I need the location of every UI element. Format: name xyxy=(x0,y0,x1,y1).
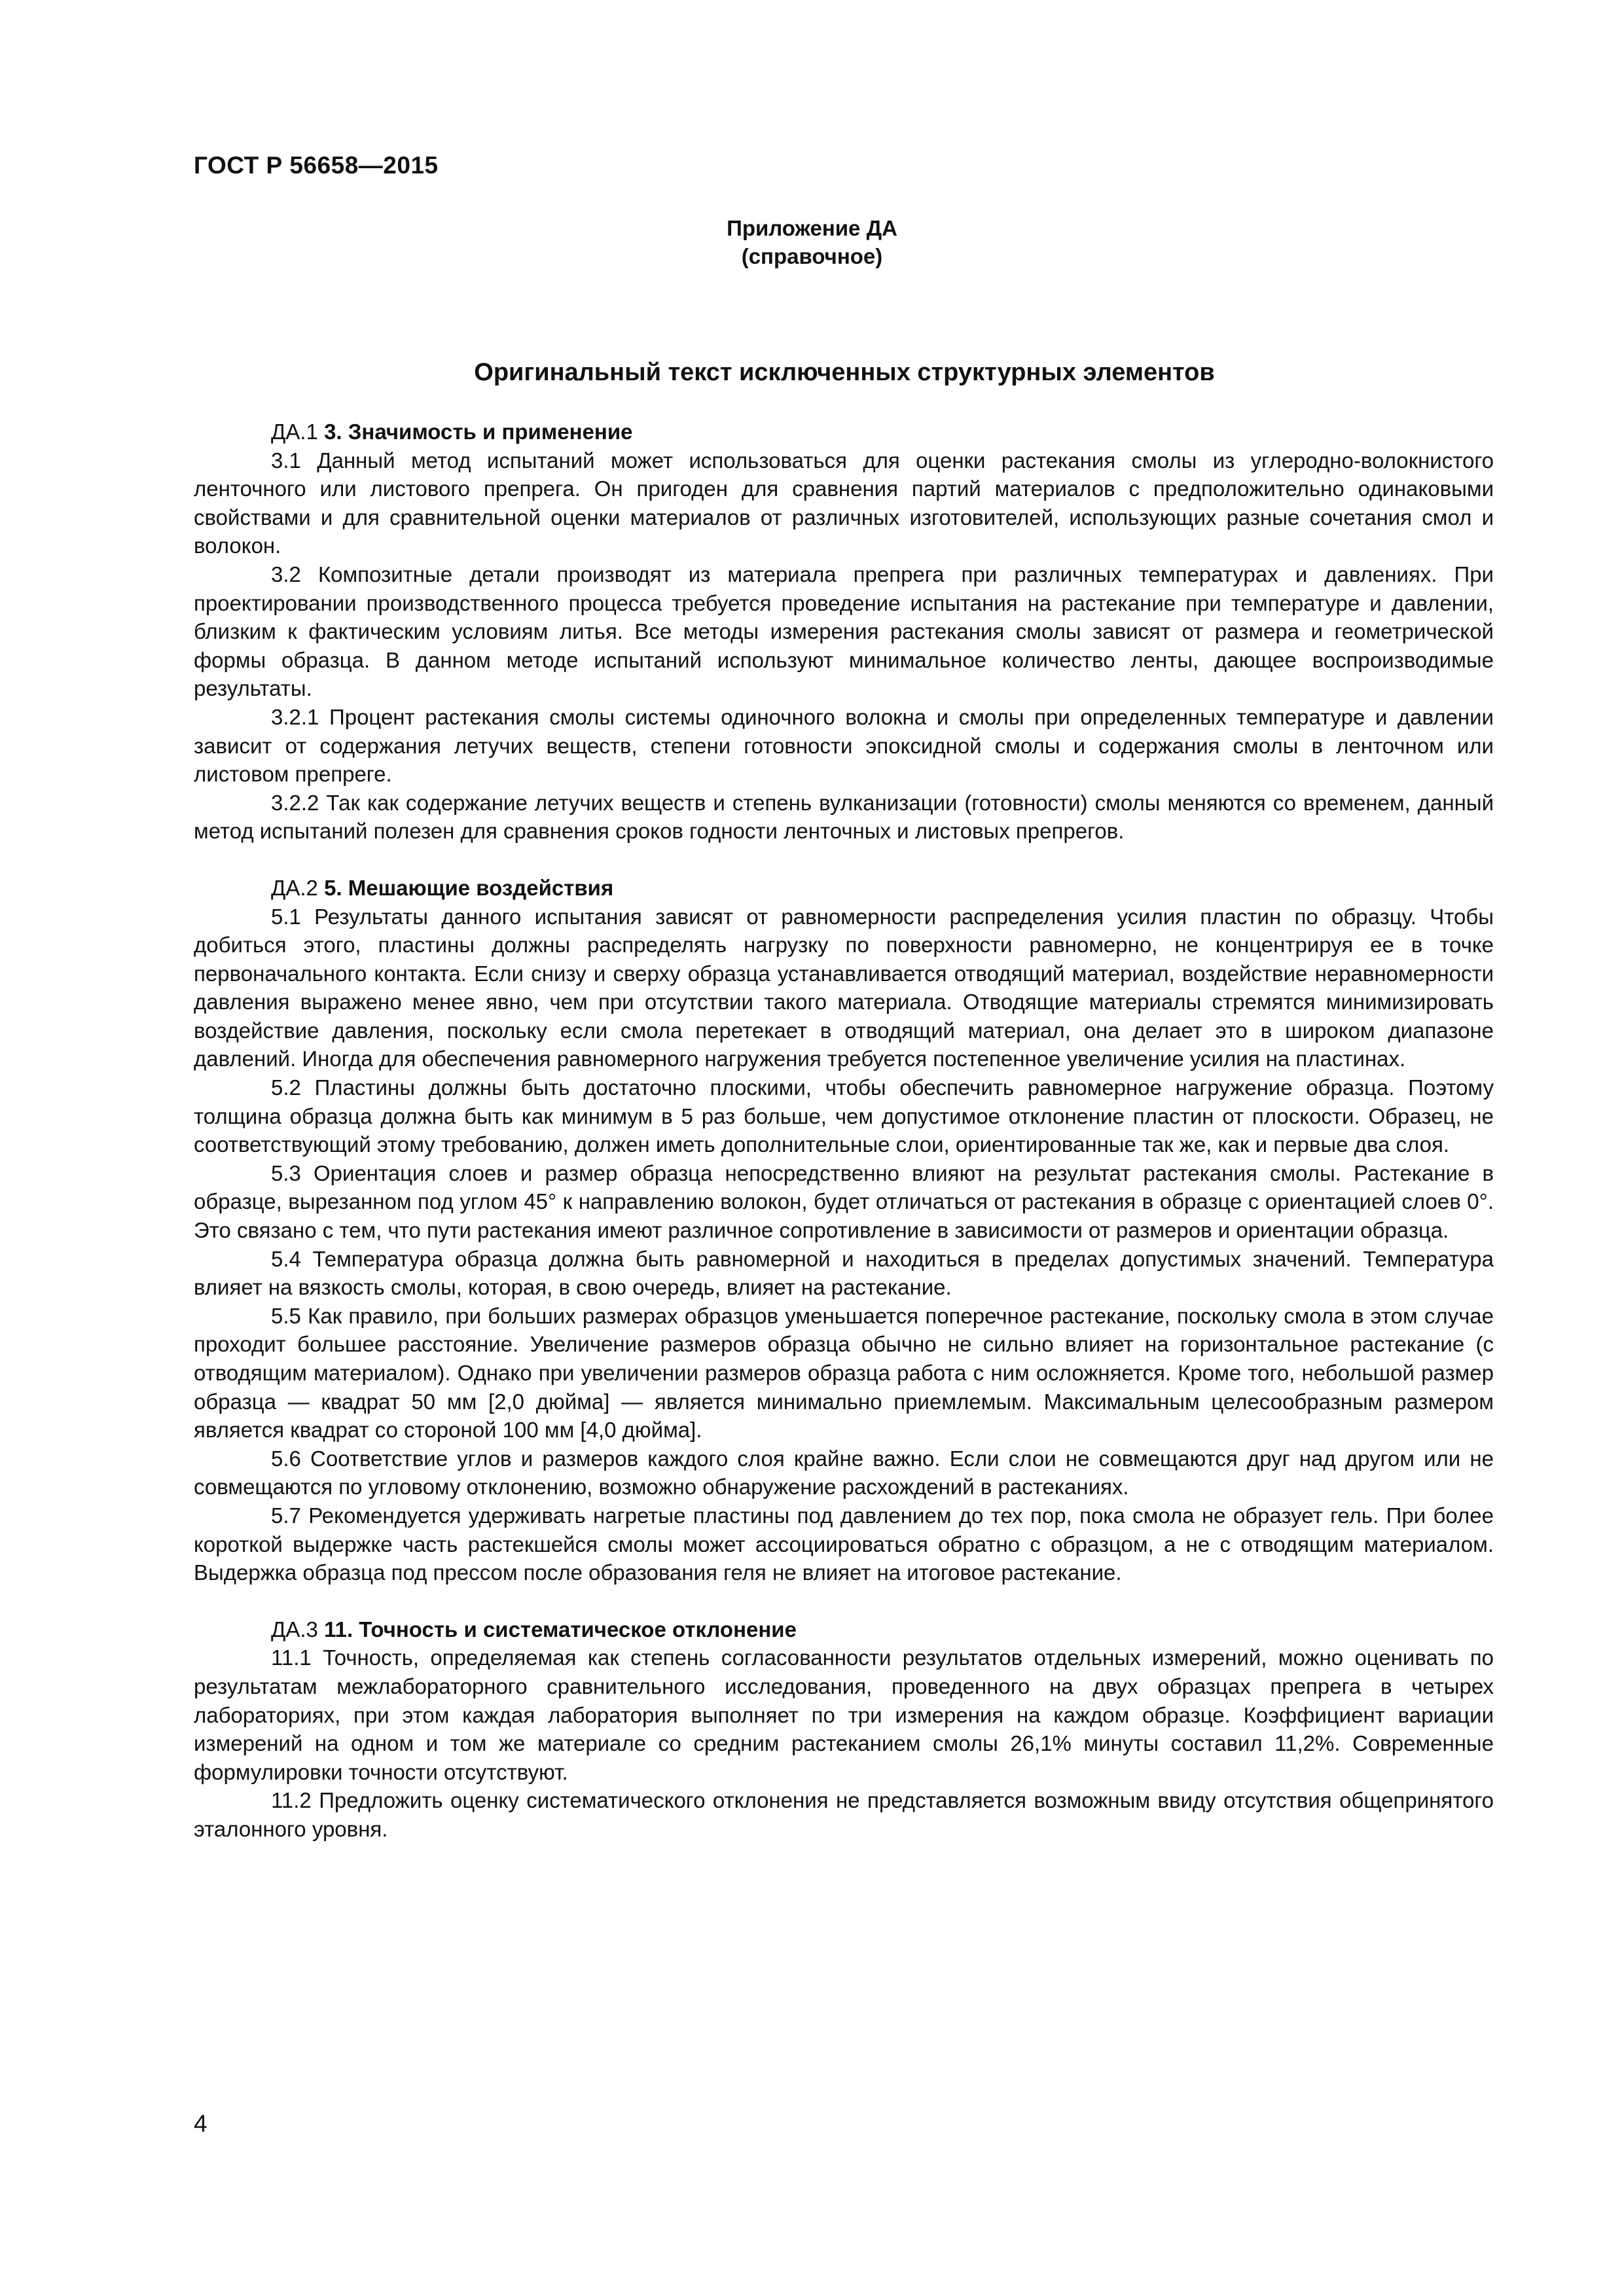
annex-body xyxy=(194,418,1494,1844)
paragraph: 3.1 Данный метод испытаний может использоваться для оценки растекания смолы из углеродно-волокнистого ленточного или листового препрега. Он пригоден для сравнения партий материалов с предположительно одинаковыми свойствами и для сравнительной оценки материалов от различных изготовителей, использующих разные сочетания смол и волокон. xyxy=(194,448,1494,558)
section-gap xyxy=(194,1587,1494,1615)
paragraph: 3.2 Композитные детали производят из материала препрега при различных температурах и давлениях. При проектировании производственного процесса требуется проведение испытания на растекание при температуре и давлении, близким к фактическим условиям литья. Все методы измерения растекания смолы зависят от размера и геометрической формы образца. В данном методе испытаний используют минимальное количество ленты, дающее воспроизводимые результаты. xyxy=(194,562,1494,701)
paragraph: 3.2.1 Процент растекания смолы системы одиночного волокна и смолы при определенных температуре и давлении зависит от содержания летучих веществ, степени готовности эпоксидной смолы и содержания смолы в ленточном или листовом препреге. xyxy=(194,704,1494,787)
paragraph: 5.5 Как правило, при больших размерах образцов уменьшается поперечное растекание, поскольку смола в этом случае проходит большее расстояние. Увеличение размеров образца обычно не сильно влияет на горизонтальное растекание (с отводящим материалом). Однако при увеличении размеров образца работа с ним осложняется. Кроме того, небольшой размер образца — квадрат 50 мм [2,0 дюйма] — является минимально приемлемым. Максимальным целесообразным размером является квадрат со стороной 100 мм [4,0 дюйма]. xyxy=(194,1303,1494,1443)
paragraph: 5.2 Пластины должны быть достаточно плоскими, чтобы обеспечить равномерное нагружение образца. Поэтому толщина образца должна быть как минимум в 5 раз больше, чем допустимое отклонение пластин от плоскости. Образец, не соответствующий этому требованию, должен иметь дополнительные слои, ориентированные так же, как и первые два слоя. xyxy=(194,1075,1494,1157)
annex-type: (справочное) xyxy=(741,244,883,268)
paragraph: 11.2 Предложить оценку систематического отклонения не представляется возможным ввиду отсутствия общепринятого эталонного уровня. xyxy=(194,1788,1494,1841)
paragraph: 5.6 Соответствие углов и размеров каждого слоя крайне важно. Если слои не совмещаются друг над другом или не совмещаются по угловому отклонению, возможно обнаружение расхождений в растеканиях. xyxy=(194,1446,1494,1499)
section-title: 3. Значимость и применение xyxy=(324,420,633,444)
section-heading xyxy=(194,874,1494,903)
section-gap xyxy=(194,846,1494,874)
paragraph: 3.2.2 Так как содержание летучих веществ и степень вулканизации (готовности) смолы меняются со временем, данный метод испытаний полезен для сравнения сроков годности ленточных и листовых препрегов. xyxy=(194,790,1494,844)
annex-title: Оригинальный текст исключенных структурных элементов xyxy=(474,359,1215,386)
section-title: 11. Точность и систематическое отклонение xyxy=(324,1617,797,1641)
page-number: 4 xyxy=(194,2110,208,2137)
section-number: ДА.2 xyxy=(271,875,325,900)
paragraph: 11.1 Точность, определяемая как степень согласованности результатов отдельных измерений, можно оценивать по результатам межлабораторного сравнительного исследования, проведенного на двух образцах препрега в четырех лабораториях, при этом каждая лаборатория выполняет по три измерения на каждом образце. Коэффициент вариации измерений на одном и том же материале со средним растеканием смолы 26,1% минуты составил 11,2%. Современные формулировки точности отсутствуют. xyxy=(194,1645,1494,1784)
paragraph: 5.4 Температура образца должна быть равномерной и находиться в пределах допустимых значений. Температура влияет на вязкость смолы, которая, в свою очередь, влияет на растекание. xyxy=(194,1246,1494,1300)
section-title: 5. Мешающие воздействия xyxy=(324,875,614,900)
paragraph: 5.7 Рекомендуется удерживать нагретые пластины под давлением до тех пор, пока смола не образует гель. При более короткой выдержке часть растекшейся смолы может ассоциироваться обратно с образцом, а не с отводящим материалом. Выдержка образца под прессом после образования геля не влияет на итоговое растекание. xyxy=(194,1503,1494,1585)
section-heading xyxy=(194,1615,1494,1644)
paragraph: 5.1 Результаты данного испытания зависят от равномерности распределения усилия пластин по образцу. Чтобы добиться этого, пластины должны распределять нагрузку по поверхности равномерно, не концентрируя ее в точке первоначального контакта. Если снизу и сверху образца устанавливается отводящий материал, воздействие неравномерности давления выражено менее явно, чем при отсутствии такого материала. Отводящие материалы стремятся минимизировать воздействие давления, поскольку если смола перетекает в отводящий материал, она делает это в широком диапазоне давлений. Иногда для обеспечения равномерного нагружения требуется постепенное увеличение усилия на пластинах. xyxy=(194,904,1494,1071)
paragraph: 5.3 Ориентация слоев и размер образца непосредственно влияют на результат растекания смолы. Растекание в образце, вырезанном под углом 45° к направлению волокон, будет отличаться от растекания в образце с ориентацией слоев 0°. Это связано с тем, что пути растекания имеют различное сопротивление в зависимости от размеров и ориентации образца. xyxy=(194,1160,1494,1243)
section-number: ДА.1 xyxy=(271,420,325,444)
standard-id: ГОСТ Р 56658—2015 xyxy=(194,152,439,179)
annex-label: Приложение ДА xyxy=(727,216,897,240)
section-number: ДА.3 xyxy=(271,1617,325,1641)
section-heading xyxy=(194,418,1494,446)
